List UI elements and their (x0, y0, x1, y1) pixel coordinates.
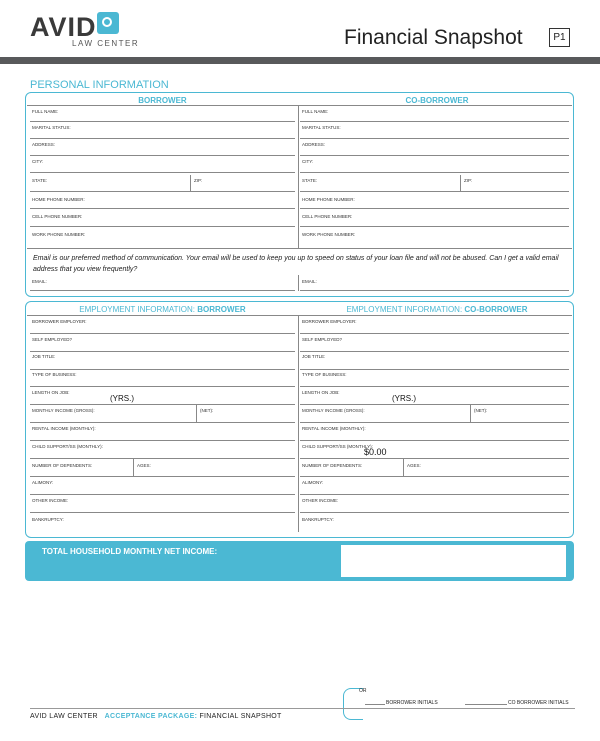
borrower-dependents-ages-divider (133, 459, 134, 476)
borrower-employment-head-prefix: EMPLOYMENT INFORMATION: (79, 305, 198, 314)
coborrower-home-phone-label: HOME PHONE NUMBER: (302, 197, 355, 202)
coborrower-city-field[interactable] (300, 172, 569, 173)
logo-q-icon (97, 12, 119, 34)
borrower-city-label: CITY: (32, 159, 44, 164)
coborrower-cell-phone-label: CELL PHONE NUMBER: (302, 214, 353, 219)
personal-head-line (27, 105, 572, 106)
borrower-city-field[interactable] (30, 172, 295, 173)
coborrower-initials-line[interactable] (465, 704, 507, 705)
coborrower-email-label: EMAIL: (302, 279, 317, 284)
borrower-employment-head-strong: BORROWER (197, 305, 246, 314)
personal-center-divider (298, 105, 299, 248)
borrower-ages-label: AGES: (137, 463, 151, 468)
coborrower-self-employed-field[interactable] (300, 351, 569, 352)
coborrower-other-income-field[interactable] (300, 512, 569, 513)
coborrower-dependents-label: NUMBER OF DEPENDENTS: (302, 463, 363, 468)
borrower-email-field[interactable] (30, 290, 295, 291)
coborrower-column-head: CO-BORROWER (405, 96, 469, 105)
borrower-business-type-label: TYPE OF BUSINESS: (32, 372, 77, 377)
coborrower-alimony-field[interactable] (300, 494, 569, 495)
borrower-state-zip-divider (190, 175, 191, 191)
coborrower-full-name-label: FULL NAME: (302, 109, 329, 114)
borrower-length-field[interactable] (30, 404, 295, 405)
coborrower-length-field[interactable] (300, 404, 569, 405)
borrower-email-label: EMAIL: (32, 279, 47, 284)
borrower-dependents-label: NUMBER OF DEPENDENTS: (32, 463, 93, 468)
footer-text (30, 713, 282, 720)
coborrower-job-title-field[interactable] (300, 369, 569, 370)
borrower-alimony-label: ALIMONY: (32, 480, 54, 485)
coborrower-employment-head-prefix: EMPLOYMENT INFORMATION: (346, 305, 465, 314)
borrower-self-employed-field[interactable] (30, 351, 295, 352)
coborrower-marital-label: MARITAL STATUS: (302, 125, 341, 130)
coborrower-child-support-label: CHILD SUPPORT/SS (MONTHLY): (302, 444, 373, 449)
coborrower-email-field[interactable] (300, 290, 569, 291)
coborrower-net-label: (NET): (474, 408, 488, 413)
coborrower-monthly-income-field[interactable] (300, 422, 569, 423)
borrower-dependents-field[interactable] (30, 476, 295, 477)
borrower-full-name-label: FULL NAME: (32, 109, 59, 114)
borrower-job-title-label: JOB TITLE: (32, 354, 56, 359)
borrower-home-phone-label: HOME PHONE NUMBER: (32, 197, 85, 202)
footer-company: AVID LAW CENTER (30, 713, 98, 720)
initials-or-label: OR (359, 688, 367, 694)
header-divider-bar (0, 57, 600, 64)
coborrower-full-name-field[interactable] (300, 121, 569, 122)
coborrower-employment-head (300, 305, 574, 314)
total-income-label: TOTAL HOUSEHOLD MONTHLY NET INCOME: (42, 547, 218, 556)
borrower-rental-label: RENTAL INCOME (MONTHLY): (32, 426, 96, 431)
coborrower-zip-label: ZIP: (464, 178, 473, 183)
coborrower-income-net-divider (470, 405, 471, 422)
coborrower-work-phone-label: WORK PHONE NUMBER: (302, 232, 356, 237)
coborrower-alimony-label: ALIMONY: (302, 480, 324, 485)
coborrower-monthly-income-label: MONTHLY INCOME (GROSS): (302, 408, 365, 413)
borrower-marital-field[interactable] (30, 138, 295, 139)
total-income-input[interactable] (340, 544, 567, 578)
borrower-net-label: (NET): (200, 408, 214, 413)
coborrower-bankrupt-label: BANKRUPTCY: (302, 517, 334, 522)
coborrower-other-income-label: OTHER INCOME: (302, 498, 339, 503)
coborrower-job-title-label: JOB TITLE: (302, 354, 326, 359)
employment-head-line (27, 315, 572, 316)
coborrower-employment-head-strong: CO-BORROWER (464, 305, 528, 314)
coborrower-child-support-field[interactable] (300, 458, 569, 459)
borrower-column-head: BORROWER (138, 96, 187, 105)
borrower-full-name-field[interactable] (30, 121, 295, 122)
coborrower-cell-phone-field[interactable] (300, 226, 569, 227)
borrower-address-field[interactable] (30, 155, 295, 156)
page-title: Financial Snapshot (344, 26, 523, 49)
borrower-monthly-income-field[interactable] (30, 422, 295, 423)
borrower-length-label: LENGTH ON JOB: (32, 390, 70, 395)
borrower-monthly-income-label: MONTHLY INCOME (GROSS): (32, 408, 95, 413)
footer-package-label: ACCEPTANCE PACKAGE: (104, 713, 198, 720)
borrower-employer-field[interactable] (30, 333, 295, 334)
coborrower-employer-field[interactable] (300, 333, 569, 334)
email-note: Email is our preferred method of communication. Your email will be used to keep you up to speed on status of your loan file and will not be abused. Can I get a valid email address that you view frequently? (33, 255, 559, 273)
borrower-employer-label: BORROWER EMPLOYER: (32, 319, 87, 324)
borrower-initials-label: BORROWER INITIALS (386, 700, 438, 706)
borrower-address-label: ADDRESS: (32, 142, 56, 147)
coborrower-address-label: ADDRESS: (302, 142, 326, 147)
coborrower-child-support-value: $0.00 (364, 447, 387, 457)
borrower-cell-phone-label: CELL PHONE NUMBER: (32, 214, 83, 219)
coborrower-rental-field[interactable] (300, 440, 569, 441)
borrower-marital-label: MARITAL STATUS: (32, 125, 71, 130)
coborrower-ages-label: AGES: (407, 463, 421, 468)
logo-wordmark: AVID (30, 12, 97, 42)
employment-panel (25, 301, 574, 538)
borrower-rental-field[interactable] (30, 440, 295, 441)
borrower-other-income-label: OTHER INCOME: (32, 498, 69, 503)
coborrower-initials-label: CO BORROWER INITIALS (508, 700, 569, 706)
borrower-job-title-field[interactable] (30, 369, 295, 370)
borrower-initials-line[interactable] (365, 704, 385, 705)
footer-divider (30, 708, 575, 709)
footer-package-name: FINANCIAL SNAPSHOT (199, 713, 282, 720)
employment-center-divider (298, 315, 299, 532)
coborrower-marital-field[interactable] (300, 138, 569, 139)
borrower-state-label: STATE: (32, 178, 48, 183)
borrower-bankrupt-label: BANKRUPTCY: (32, 517, 64, 522)
borrower-yrs-unit: (YRS.) (110, 394, 134, 403)
coborrower-business-type-label: TYPE OF BUSINESS: (302, 372, 347, 377)
coborrower-employer-label: BORROWER EMPLOYER: (302, 319, 357, 324)
borrower-child-support-field[interactable] (30, 458, 295, 459)
coborrower-business-type-field[interactable] (300, 386, 569, 387)
personal-section-title: PERSONAL INFORMATION (30, 79, 169, 91)
coborrower-state-label: STATE: (302, 178, 318, 183)
borrower-child-support-label: CHILD SUPPORT/SS (MONTHLY): (32, 444, 103, 449)
coborrower-address-field[interactable] (300, 155, 569, 156)
borrower-self-employed-label: SELF EMPLOYED? (32, 337, 73, 342)
coborrower-self-employed-label: SELF EMPLOYED? (302, 337, 343, 342)
logo-subtitle: LAW CENTER (72, 39, 140, 48)
coborrower-home-phone-field[interactable] (300, 208, 569, 209)
coborrower-state-zip-field[interactable] (300, 191, 569, 192)
borrower-home-phone-field[interactable] (30, 208, 295, 209)
coborrower-yrs-unit: (YRS.) (392, 394, 416, 403)
borrower-cell-phone-field[interactable] (30, 226, 295, 227)
borrower-work-phone-label: WORK PHONE NUMBER: (32, 232, 86, 237)
page-code-badge: P1 (549, 28, 570, 47)
borrower-employment-head (25, 305, 300, 314)
borrower-business-type-field[interactable] (30, 386, 295, 387)
borrower-alimony-field[interactable] (30, 494, 295, 495)
coborrower-city-label: CITY: (302, 159, 314, 164)
personal-fields-bottom-line (27, 248, 572, 249)
borrower-state-zip-field[interactable] (30, 191, 295, 192)
borrower-income-net-divider (196, 405, 197, 422)
coborrower-state-zip-divider (460, 175, 461, 191)
borrower-other-income-field[interactable] (30, 512, 295, 513)
borrower-zip-label: ZIP: (194, 178, 203, 183)
coborrower-dependents-ages-divider (403, 459, 404, 476)
coborrower-length-label: LENGTH ON JOB: (302, 390, 340, 395)
coborrower-rental-label: RENTAL INCOME (MONTHLY): (302, 426, 366, 431)
coborrower-dependents-field[interactable] (300, 476, 569, 477)
email-center-divider (298, 275, 299, 291)
